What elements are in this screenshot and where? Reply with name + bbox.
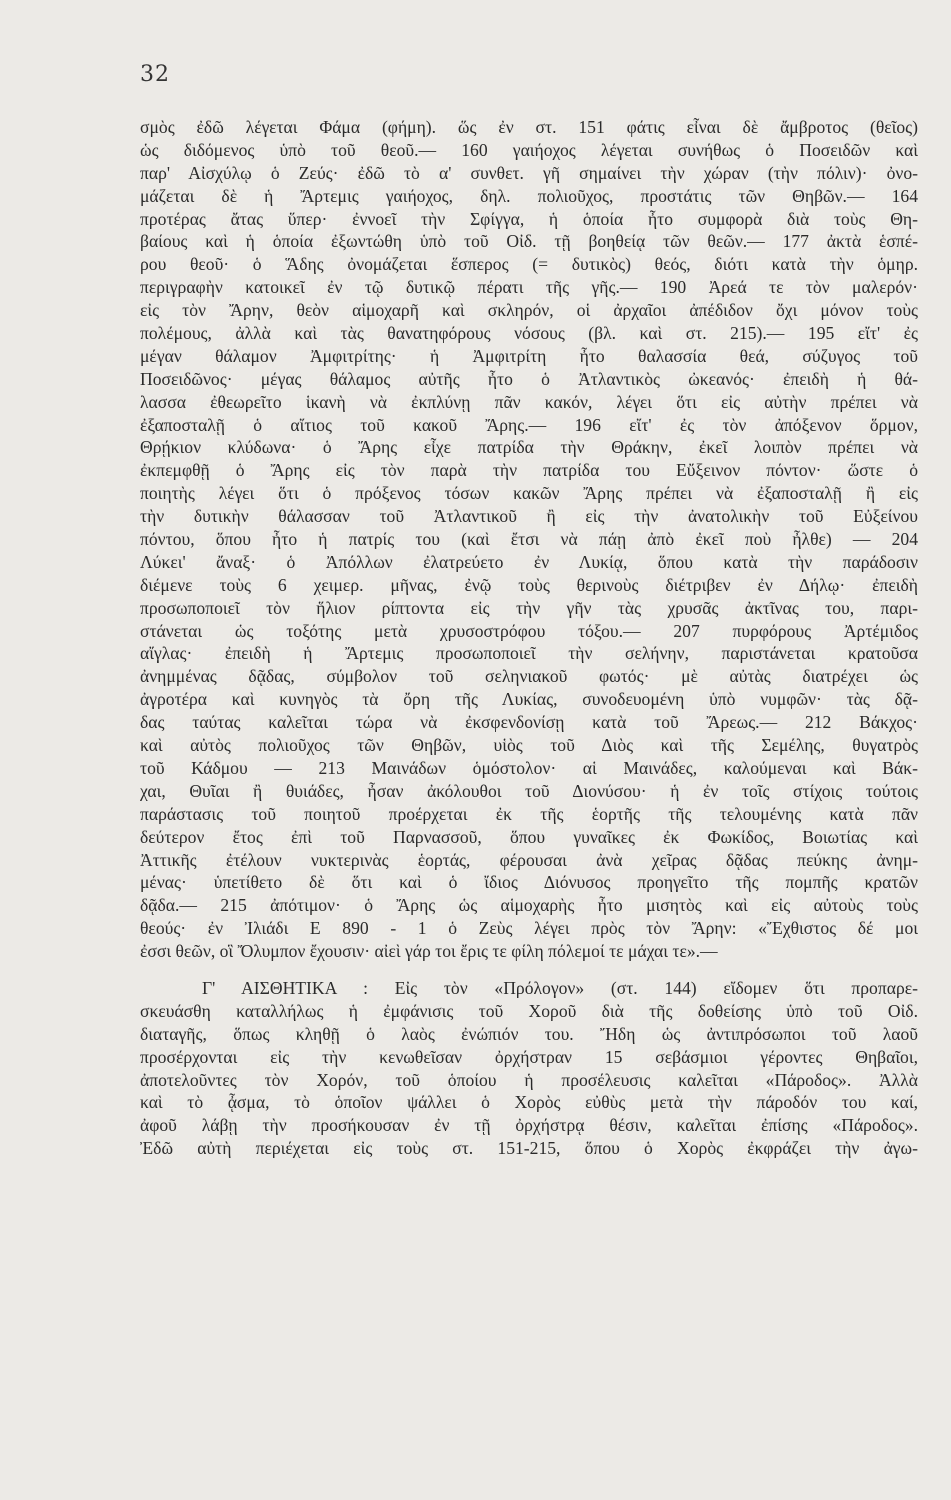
text-line: σμὸς ἐδῶ λέγεται Φάμα (φήμη). ὥς ἐν στ. 151 φάτις εἶναι δὲ ἄμβροτος (θεῖος) [140,117,918,137]
text-line: πόντου, ὅπου ἦτο ἡ πατρίς του (καὶ ἔτσι νὰ πάῃ ἀπὸ ἐκεῖ ποὺ ἦλθε) — 204 [140,529,918,550]
text-line: ἀνημμένας δᾷδας, σύμβολον τοῦ σεληνιακοῦ φωτός· μὲ αὐτὰς διατρέχει ὡς [140,666,918,687]
text-line: καὶ τὸ ᾆσμα, τὸ ὁποῖον ψάλλει ὁ Χορὸς εὐθὺς μετὰ τὴν πάροδόν του καί, [140,1092,918,1113]
text-line: διαταγῆς, ὅπως κληθῇ ὁ λαὸς ἐνώπιόν του. Ἤδη ὡς ἀντιπρόσωποι τοῦ λαοῦ [140,1023,918,1044]
text-line: παράστασις τοῦ ποιητοῦ προέρχεται ἐκ τῆς ἑορτῆς τῆς τελουμένης κατὰ πᾶν [140,803,918,824]
paragraph-notes [140,116,918,963]
text-line: Θρῄκιον κλύδωνα· ὁ Ἄρης εἶχε πατρίδα τὴν Θράκην, ἐκεῖ λοιπὸν πρέπει νὰ [140,437,918,458]
text-line: ἀγροτέρα καὶ κυνηγὸς τὰ ὄρη τῆς Λυκίας, συνοδευομένη ὑπὸ νυμφῶν· τὰς δᾷ- [140,689,918,710]
text-line: προτέρας ἄτας ὕπερ· ἐννοεῖ τὴν Σφίγγα, ἡ ὁποία ἦτο συμφορὰ διὰ τοὺς Θη- [140,208,918,229]
text-line: δας ταύτας καλεῖται τώρα νὰ ἐκσφενδονίσῃ κατὰ τοῦ Ἄρεως.— 212 Βάκχος· [140,712,918,733]
text-line: ἀποτελοῦντες τὸν Χορόν, τοῦ ὁποίου ἡ προσέλευσις καλεῖται «Πάροδος». Ἀλλὰ [140,1069,918,1090]
text-line: ἐξαποσταλῇ ὁ αἴτιος τοῦ κακοῦ Ἄρης.— 196 εἴτ' ἐς τὸν ἀπόξενον ὅρμον, [140,414,918,435]
text-line: μάζεται δὲ ἡ Ἄρτεμις γαιήοχος, δηλ. πολιοῦχος, προστάτις τῶν Θηβῶν.— 164 [140,185,918,206]
text-line: λασσα ἐθεωρεῖτο ἱκανὴ νὰ ἐκπλύνῃ πᾶν κακόν, λέγει ὅτι εἰς αὐτὴν πρέπει νὰ [140,391,918,412]
text-line: θεούς· ἐν Ἰλιάδι Ε 890 - 1 ὁ Ζεὺς λέγει πρὸς τὸν Ἄρην: «Ἔχθιστος δέ μοι [140,918,918,939]
text-line: καὶ αὐτὸς πολιοῦχος τῶν Θηβῶν, υἱὸς τοῦ Διὸς καὶ τῆς Σεμέλης, θυγατρὸς [140,735,918,756]
text-line: Ἀττικῆς ἐτέλουν νυκτερινὰς ἑορτάς, φέρουσαι ἀνὰ χεῖρας δᾷδας πεύκης ἀνημ- [140,849,918,870]
text-line: Λύκει' ἄναξ· ὁ Ἀπόλλων ἐλατρεύετο ἐν Λυκίᾳ, ὅπου κατὰ τὴν παράδοσιν [140,551,918,572]
text-line: περιγραφὴν κατοικεῖ ἐν τῷ δυτικῷ πέρατι τῆς γῆς.— 190 Ἀρεά τε τὸν μαλερόν· [140,277,918,298]
text-line: δᾷδα.— 215 ἀπότιμον· ὁ Ἄρης ὡς αἱμοχαρὴς ἦτο μισητὸς καὶ εἰς αὐτοὺς τοὺς [140,895,918,916]
text-line: αἴγλας· ἐπειδὴ ἡ Ἄρτεμις προσωποποιεῖ τὴν σελήνην, παριστάνεται κρατοῦσα [140,643,918,664]
text-line: σκευάσθη καταλλήλως ἡ ἐμφάνισις τοῦ Χοροῦ διὰ τῆς δοθείσης ὑπὸ τοῦ Οἰδ. [140,1000,918,1021]
text-line: μέγαν θάλαμον Ἀμφιτρίτης· ἡ Ἀμφιτρίτη ἦτο θαλασσία θεά, σύζυγος τοῦ [140,345,918,366]
text-line: ἐκπεμφθῇ ὁ Ἄρης εἰς τὸν παρὰ τὴν πατρίδα του Εὔξεινον πόντον· ὥστε ὁ [140,460,918,481]
text-line: τὴν δυτικὴν θάλασσαν τοῦ Ἀτλαντικοῦ ἢ εἰς τὴν ἀνατολικὴν τοῦ Εὐξείνου [140,506,918,527]
text-line: προσωποποιεῖ τὸν ἥλιον ρίπτοντα εἰς τὴν γῆν τὰς χρυσᾶς ἀκτῖνας του, παρι- [140,597,918,618]
text-line: παρ' Αἰσχύλῳ ὁ Ζεύς· ἐδῶ τὸ α' συνθετ. γῆ σημαίνει τὴν χώραν (τὴν πόλιν)· ὀνο- [140,162,918,183]
text-line: ἀφοῦ λάβῃ τὴν προσήκουσαν ἐν τῇ ὀρχήστρᾳ θέσιν, καλεῖται ἐπίσης «Πάροδος». [140,1115,918,1136]
text-line: πολέμους, ἀλλὰ καὶ τὰς θανατηφόρους νόσους (βλ. καὶ στ. 215).— 195 εἴτ' ἐς [140,323,918,344]
text-line: ρου θεοῦ· ὁ Ἅδης ὀνομάζεται ἕσπερος (= δυτικὸς) θεός, διότι κατὰ τὴν ὁμηρ. [140,254,918,275]
text-line: χαι, Θυῖαι ἢ θυιάδες, ἦσαν ἀκόλουθοι τοῦ Διονύσου· ἡ ἐν τοῖς στίχοις τούτοις [140,780,918,801]
text-line: Γ' ΑΙΣΘΗΤΙΚΑ : Εἰς τὸν «Πρόλογον» (στ. 144) εἴδομεν ὅτι προπαρε- [202,977,918,998]
text-line: τοῦ Κάδμου — 213 Μαινάδων ὁμόστολον· αἱ Μαινάδες, καλούμεναι καὶ Βάκ- [140,757,918,778]
page-number: 32 [140,62,170,87]
text-line: δεύτερον ἔτος ἐπὶ τοῦ Παρνασσοῦ, ὅπου γυναῖκες ἐκ Φωκίδος, Βοιωτίας καὶ [140,826,918,847]
text-line: ὡς διδόμενος ὑπὸ τοῦ θεοῦ.— 160 γαιήοχος λέγεται συνήθως ὁ Ποσειδῶν καὶ [140,139,918,160]
commentary-text [140,116,918,1160]
text-line: ποιητὴς λέγει ὅτι ὁ πρόξενος τόσων κακῶν Ἄρης πρέπει νὰ ἐξαποσταλῇ ἢ εἰς [140,483,918,504]
text-line: ἐσσι θεῶν, οἳ Ὄλυμπον ἔχουσιν· αἰεὶ γάρ τοι ἔρις τε φίλη πόλεμοί τε μάχαι τε».— [140,941,718,962]
text-line: προσέρχονται εἰς τὴν κενωθεῖσαν ὀρχήστραν 15 σεβάσμιοι γέροντες Θηβαῖοι, [140,1046,918,1067]
text-line: εἰς τὸν Ἄρην, θεὸν αἱμοχαρῆ καὶ σκληρόν, οἱ ἀρχαῖοι ἀπέδιδον ὄχι μόνον τοὺς [140,300,918,321]
text-line: διέμενε τοὺς 6 χειμερ. μῆνας, ἐνῷ τοὺς θερινοὺς διέτριβεν ἐν Δήλῳ· ἐπειδὴ [140,574,918,595]
text-line: στάνεται ὡς τοξότης μετὰ χρυσοστρόφου τόξου.— 207 πυρφόρους Ἀρτέμιδος [140,620,918,641]
paragraph-gap [140,963,918,977]
text-line: Ἐδῶ αὐτὴ περιέχεται εἰς τοὺς στ. 151-215, ὅπου ὁ Χορὸς ἐκφράζει τὴν ἀγω- [140,1138,918,1159]
paragraph-aesthetics [140,977,918,1160]
text-line: μένας· ὑπετίθετο δὲ ὅτι καὶ ὁ ἴδιος Διόνυσος προηγεῖτο τῆς πομπῆς κρατῶν [140,872,918,893]
text-line: βαίους καὶ ἡ ὁποία ἐξωντώθη ὑπὸ τοῦ Οἰδ. τῇ βοηθείᾳ τῶν θεῶν.— 177 ἀκτὰ ἑσπέ- [140,231,918,252]
text-line: Ποσειδῶνος· μέγας θάλαμος αὐτῆς ἦτο ὁ Ἀτλαντικὸς ὠκεανός· ἐπειδὴ ἡ θά- [140,368,918,389]
